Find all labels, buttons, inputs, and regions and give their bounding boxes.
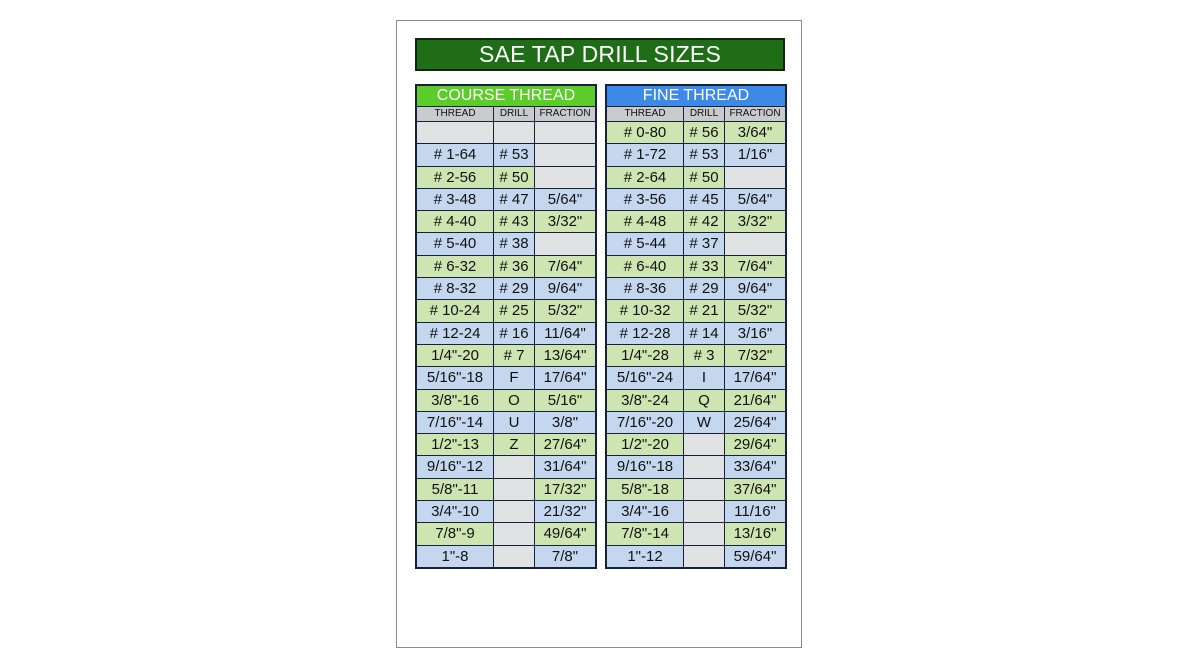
thread-cell: # 1-72	[607, 144, 683, 165]
table-row	[607, 233, 785, 255]
thread-cell: # 8-36	[607, 278, 683, 299]
thread-cell: # 12-28	[607, 323, 683, 344]
drill-cell: # 21	[684, 300, 724, 321]
drill-cell: # 38	[494, 233, 534, 254]
thread-cell: 3/4"-10	[417, 501, 493, 522]
table-row	[607, 300, 785, 322]
table-row	[607, 323, 785, 345]
fraction-cell: 5/64"	[535, 189, 595, 210]
thread-cell: 7/16"-20	[607, 412, 683, 433]
fraction-cell: 3/32"	[535, 211, 595, 232]
fine-thread-rows	[607, 122, 785, 567]
drill-cell: # 7	[494, 345, 534, 366]
drill-cell: # 29	[494, 278, 534, 299]
column-header-drill: DRILL	[684, 107, 724, 121]
thread-cell: 3/8"-16	[417, 390, 493, 411]
table-row	[417, 167, 595, 189]
table-row	[607, 479, 785, 501]
fraction-cell	[535, 144, 595, 165]
drill-cell	[684, 456, 724, 477]
thread-cell: # 4-48	[607, 211, 683, 232]
column-headers	[607, 107, 785, 122]
fraction-cell: 11/16"	[725, 501, 785, 522]
table-row	[607, 256, 785, 278]
thread-cell: 7/8"-14	[607, 523, 683, 544]
drill-cell: # 42	[684, 211, 724, 232]
thread-cell: # 0-80	[607, 122, 683, 143]
fraction-cell: 3/8"	[535, 412, 595, 433]
fraction-cell: 5/64"	[725, 189, 785, 210]
thread-cell: 1"-12	[607, 546, 683, 567]
drill-cell: # 33	[684, 256, 724, 277]
thread-cell: # 2-64	[607, 167, 683, 188]
fraction-cell: 49/64"	[535, 523, 595, 544]
fraction-cell: 7/8"	[535, 546, 595, 567]
table-row	[417, 367, 595, 389]
column-headers	[417, 107, 595, 122]
thread-cell: # 6-40	[607, 256, 683, 277]
drill-cell: I	[684, 367, 724, 388]
table-row	[417, 412, 595, 434]
drill-cell: # 53	[684, 144, 724, 165]
table-row	[607, 546, 785, 567]
fraction-cell: 13/64"	[535, 345, 595, 366]
table-row	[417, 278, 595, 300]
drill-cell: # 43	[494, 211, 534, 232]
drill-cell: # 14	[684, 323, 724, 344]
table-row	[417, 501, 595, 523]
thread-cell: 5/8"-11	[417, 479, 493, 500]
table-row	[417, 144, 595, 166]
thread-cell: 7/16"-14	[417, 412, 493, 433]
drill-cell	[684, 501, 724, 522]
course-thread-table	[415, 84, 597, 569]
thread-cell: # 6-32	[417, 256, 493, 277]
fraction-cell: 7/64"	[535, 256, 595, 277]
table-row	[417, 546, 595, 567]
table-row	[417, 189, 595, 211]
table-row	[607, 211, 785, 233]
fraction-cell: 17/32"	[535, 479, 595, 500]
thread-cell: 3/8"-24	[607, 390, 683, 411]
drill-cell: # 45	[684, 189, 724, 210]
table-row	[417, 323, 595, 345]
fraction-cell: 17/64"	[725, 367, 785, 388]
fraction-cell: 13/16"	[725, 523, 785, 544]
table-row	[417, 390, 595, 412]
drill-cell: F	[494, 367, 534, 388]
column-header-thread: THREAD	[607, 107, 683, 121]
drill-cell: # 29	[684, 278, 724, 299]
thread-cell: 9/16"-18	[607, 456, 683, 477]
column-header-fraction: FRACTION	[725, 107, 785, 121]
table-row	[607, 122, 785, 144]
table-row	[607, 167, 785, 189]
column-header-drill: DRILL	[494, 107, 534, 121]
table-row	[417, 523, 595, 545]
thread-cell: 5/16"-18	[417, 367, 493, 388]
drill-cell: Z	[494, 434, 534, 455]
fraction-cell	[535, 233, 595, 254]
thread-cell: 5/16"-24	[607, 367, 683, 388]
course-thread-header: COURSE THREAD	[417, 86, 595, 107]
thread-cell: # 10-24	[417, 300, 493, 321]
thread-cell	[417, 122, 493, 143]
fraction-cell: 9/64"	[725, 278, 785, 299]
thread-cell: 1/2"-13	[417, 434, 493, 455]
table-row	[607, 456, 785, 478]
table-row	[607, 278, 785, 300]
fine-thread-header: FINE THREAD	[607, 86, 785, 107]
drill-cell	[494, 122, 534, 143]
thread-cell: # 12-24	[417, 323, 493, 344]
table-row	[607, 390, 785, 412]
drill-cell: # 25	[494, 300, 534, 321]
table-row	[607, 434, 785, 456]
drill-cell	[494, 523, 534, 544]
drill-cell	[494, 479, 534, 500]
table-row	[417, 211, 595, 233]
fraction-cell: 37/64"	[725, 479, 785, 500]
drill-cell: # 3	[684, 345, 724, 366]
fraction-cell: 31/64"	[535, 456, 595, 477]
drill-cell: # 37	[684, 233, 724, 254]
thread-cell: # 4-40	[417, 211, 493, 232]
thread-cell: # 8-32	[417, 278, 493, 299]
drill-cell: # 36	[494, 256, 534, 277]
thread-cell: 1"-8	[417, 546, 493, 567]
fraction-cell: 59/64"	[725, 546, 785, 567]
thread-cell: 1/4"-28	[607, 345, 683, 366]
drill-cell: # 56	[684, 122, 724, 143]
fraction-cell: 5/16"	[535, 390, 595, 411]
drill-cell: # 50	[494, 167, 534, 188]
table-row	[417, 456, 595, 478]
thread-cell: # 10-32	[607, 300, 683, 321]
column-header-fraction: FRACTION	[535, 107, 595, 121]
column-header-thread: THREAD	[417, 107, 493, 121]
drill-cell: # 47	[494, 189, 534, 210]
drill-cell: U	[494, 412, 534, 433]
fraction-cell: 7/64"	[725, 256, 785, 277]
thread-cell: 1/4"-20	[417, 345, 493, 366]
thread-cell: 3/4"-16	[607, 501, 683, 522]
fraction-cell: 5/32"	[535, 300, 595, 321]
table-row	[607, 345, 785, 367]
thread-cell: # 2-56	[417, 167, 493, 188]
table-row	[607, 144, 785, 166]
fraction-cell: 17/64"	[535, 367, 595, 388]
fine-thread-table	[605, 84, 787, 569]
table-row	[417, 122, 595, 144]
thread-cell: 7/8"-9	[417, 523, 493, 544]
drill-cell	[684, 434, 724, 455]
fraction-cell: 29/64"	[725, 434, 785, 455]
thread-cell: # 1-64	[417, 144, 493, 165]
drill-cell: # 50	[684, 167, 724, 188]
drill-cell	[684, 546, 724, 567]
fraction-cell: 11/64"	[535, 323, 595, 344]
thread-cell: 5/8"-18	[607, 479, 683, 500]
fraction-cell: 1/16"	[725, 144, 785, 165]
fraction-cell	[725, 167, 785, 188]
table-row	[417, 479, 595, 501]
table-row	[417, 256, 595, 278]
table-row	[607, 189, 785, 211]
fraction-cell: 3/32"	[725, 211, 785, 232]
drill-cell	[684, 523, 724, 544]
fraction-cell: 7/32"	[725, 345, 785, 366]
fraction-cell: 21/64"	[725, 390, 785, 411]
drill-cell	[684, 479, 724, 500]
table-row	[417, 300, 595, 322]
drill-cell: O	[494, 390, 534, 411]
fraction-cell	[725, 233, 785, 254]
fraction-cell: 3/64"	[725, 122, 785, 143]
table-row	[417, 233, 595, 255]
thread-cell: # 3-48	[417, 189, 493, 210]
thread-cell: 1/2"-20	[607, 434, 683, 455]
fraction-cell: 25/64"	[725, 412, 785, 433]
course-thread-rows	[417, 122, 595, 567]
drill-cell	[494, 501, 534, 522]
drill-cell	[494, 456, 534, 477]
table-row	[417, 345, 595, 367]
table-row	[607, 412, 785, 434]
table-row	[607, 523, 785, 545]
drill-cell: Q	[684, 390, 724, 411]
drill-cell: # 53	[494, 144, 534, 165]
thread-cell: 9/16"-12	[417, 456, 493, 477]
drill-cell	[494, 546, 534, 567]
thread-cell: # 3-56	[607, 189, 683, 210]
drill-cell: W	[684, 412, 724, 433]
fraction-cell: 5/32"	[725, 300, 785, 321]
table-row	[607, 501, 785, 523]
fraction-cell	[535, 122, 595, 143]
table-row	[607, 367, 785, 389]
thread-cell: # 5-44	[607, 233, 683, 254]
fraction-cell: 3/16"	[725, 323, 785, 344]
fraction-cell: 21/32"	[535, 501, 595, 522]
drill-cell: # 16	[494, 323, 534, 344]
thread-cell: # 5-40	[417, 233, 493, 254]
fraction-cell: 27/64"	[535, 434, 595, 455]
chart-title: SAE TAP DRILL SIZES	[415, 38, 785, 71]
tap-drill-chart	[396, 20, 802, 648]
table-row	[417, 434, 595, 456]
fraction-cell: 9/64"	[535, 278, 595, 299]
fraction-cell: 33/64"	[725, 456, 785, 477]
fraction-cell	[535, 167, 595, 188]
